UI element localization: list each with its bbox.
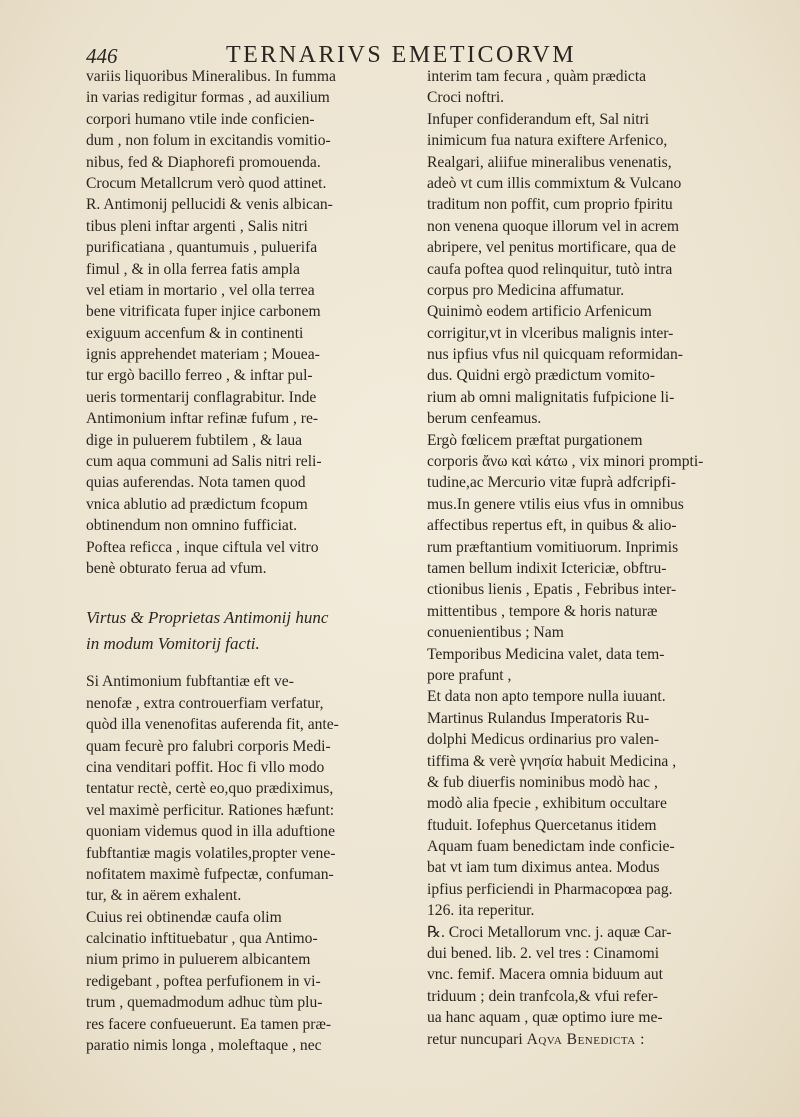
text-line: conuenientibus ; Nam	[427, 624, 564, 642]
text-line: purificatiana , quantumuis , puluerifa	[86, 239, 318, 257]
text-line: dige in puluerem fubtilem , & laua	[86, 431, 303, 449]
text-line: ctionibus lienis , Epatis , Febribus inter-	[427, 581, 677, 599]
text-line: dus. Quidni ergò prædictum vomito-	[427, 367, 655, 385]
text-line: tibus pleni inftar argenti , Salis nitri	[86, 217, 308, 235]
text-line: non venena quoque illorum vel in acrem	[427, 217, 680, 235]
heading-line: Virtus & Proprietas Antimonij hunc	[86, 608, 329, 628]
text-line: tamen bellum indixit Ictericiæ, obftru-	[427, 559, 667, 577]
text-line: trum , quemadmodum adhuc tùm plu-	[86, 994, 323, 1012]
text-line: redigebant , poftea perfufionem in vi-	[86, 972, 321, 990]
text-line: pore prafunt ,	[427, 666, 512, 684]
text-line: Ergò fœlicem præftat purgationem	[427, 431, 643, 449]
text-line: fubftantiæ magis volatiles,propter vene-	[86, 844, 336, 862]
text-line: interim tam fecura , quàm prædicta	[427, 68, 647, 85]
text-line: tur ergò bacillo ferreo , & inftar pul-	[86, 367, 313, 385]
text-line: Martinus Rulandus Imperatoris Ru-	[427, 709, 650, 727]
text-line: Croci noftri.	[427, 89, 505, 107]
heading-line: in modum Vomitorij facti.	[86, 634, 260, 654]
text-line: corpori humano vtile inde conficien-	[86, 110, 315, 128]
text-line: cina venditari poffit. Hoc fi vllo modo	[86, 758, 325, 776]
text-line: mittentibus , tempore & horis naturæ	[427, 602, 658, 620]
text-line: inimicum fua natura exiftere Arfenico,	[427, 132, 668, 150]
text-line: Infuper confiderandum eft, Sal nitri	[427, 110, 650, 128]
text-line: dui bened. lib. 2. vel tres : Cinamomi	[427, 945, 660, 963]
spacer	[86, 579, 408, 605]
text-line: mus.In genere vtilis eius vfus in omnibus	[427, 495, 684, 513]
text-line: triduum ; dein tranfcola,& vfui refer-	[427, 987, 658, 1005]
text-line: exiguum accenfum & in continenti	[86, 324, 304, 342]
spacer	[86, 657, 408, 671]
text-line: Crocum Metallcrum verò quod attinet.	[86, 174, 327, 192]
text-line: res facere confueuerunt. Ea tamen præ-	[86, 1015, 332, 1033]
text-line: Poftea reficca , inque ciftula vel vitro	[86, 538, 319, 556]
text-line: ipfius perficiendi in Pharmacopœa pag.	[427, 880, 673, 898]
text-line: cum aqua communi ad Salis nitri reli-	[86, 453, 322, 471]
text-line: berum cenfeamus.	[427, 410, 542, 428]
text-line: calcinatio inftituebatur , qua Antimo-	[86, 930, 318, 948]
text-line	[427, 1029, 753, 1050]
text-line: ftuduit. Iofephus Quercetanus itidem	[427, 816, 657, 834]
text-line: tudine,ac Mercurio vitæ fuprà adfcripfi-	[427, 474, 676, 492]
text-line: obtinendum non omnino fufficiat.	[86, 517, 298, 535]
text-line: Et data non apto tempore nulla iuuant.	[427, 688, 666, 706]
last-line-text: retur nuncupari	[427, 1030, 523, 1048]
text-line: 126. ita reperitur.	[427, 902, 535, 920]
aqua-benedicta-term: Aqva Benedicta :	[526, 1030, 645, 1048]
right-paragraph	[427, 66, 753, 1029]
text-line: nus ipfius vfus nil quicquam reformidan-	[427, 346, 683, 364]
section-heading	[86, 605, 408, 657]
text-line: quias auferendas. Nota tamen quod	[86, 474, 306, 492]
text-line: rium ab omni malignitatis fufpicione li-	[427, 388, 675, 406]
text-line: caufa poftea quod relinquitur, tutò intra	[427, 260, 673, 278]
text-line: abripere, vel penitus mortificare, qua de	[427, 239, 676, 257]
text-line: nium primo in puluerem albicantem	[86, 951, 311, 969]
text-line: variis liquoribus Mineralibus. In fumma	[86, 68, 336, 85]
left-column	[86, 66, 408, 1056]
text-line: quòd illa venenofitas auferenda fit, ante-	[86, 716, 339, 734]
text-line: corrigitur,vt in vlceribus malignis inter-	[427, 324, 674, 342]
text-line: Realgari, aliifue mineralibus venenatis,	[427, 153, 672, 171]
text-line: tentatur rectè, certè eo,quo prædiximus,	[86, 780, 334, 798]
text-line: quam fecurè pro falubri corporis Medi-	[86, 737, 331, 755]
text-line: & fub diuerfis nominibus modò hac ,	[427, 773, 658, 791]
text-line: quoniam videmus quod in illa aduftione	[86, 823, 336, 841]
text-line: vel maximè perficitur. Rationes hæfunt:	[86, 801, 335, 819]
text-line: vnica ablutio ad prædictum fcopum	[86, 495, 308, 513]
text-line: nibus, fed & Diaphorefi promouenda.	[86, 153, 321, 171]
text-line: fimul , & in olla ferrea fatis ampla	[86, 260, 300, 278]
page-number: 446	[86, 44, 118, 68]
text-line: adeò vt cum illis commixtum & Vulcano	[427, 174, 682, 192]
text-line: dolphi Medicus ordinarius pro valen-	[427, 731, 660, 749]
text-line: Aquam fuam benedictam inde conficie-	[427, 838, 675, 856]
right-column	[427, 66, 753, 1050]
left-paragraph-2	[86, 671, 408, 1056]
left-paragraph-1	[86, 66, 408, 579]
text-line: benè obturato ferua ad vfum.	[86, 559, 267, 577]
text-line: dum , non folum in excitandis vomitio-	[86, 132, 331, 150]
text-line: Si Antimonium fubftantiæ eft ve-	[86, 673, 294, 691]
text-line: ueris tormentarij conflagrabitur. Inde	[86, 388, 317, 406]
text-line: ua hanc aquam , quæ optimo iure me-	[427, 1009, 663, 1027]
text-line: nofitatem maximè fufpectæ, confuman-	[86, 865, 334, 883]
text-line: bat vt iam tum diximus antea. Modus	[427, 859, 660, 877]
text-line: Temporibus Medicina valet, data tem-	[427, 645, 665, 663]
text-line: vnc. femif. Macera omnia biduum aut	[427, 966, 663, 984]
text-line: modò alia fpecie , exhibitum occultare	[427, 795, 667, 813]
text-line: rum præftantium vomitiuorum. Inprimis	[427, 538, 679, 556]
text-line: corporis ἄνω καὶ κάτω , vix minori prompti-	[427, 453, 704, 471]
text-line: corpus pro Medicina affumatur.	[427, 281, 625, 299]
text-line: tiffima & verè γνησία habuit Medicina ,	[427, 752, 677, 770]
text-line: vel etiam in mortario , vel olla terrea	[86, 281, 315, 299]
running-head: TERNARIVS EMETICORVM	[226, 42, 577, 68]
text-line: Quinimò eodem artificio Arfenicum	[427, 303, 652, 321]
text-line: R. Antimonij pellucidi & venis albican-	[86, 196, 333, 214]
text-line: traditum non poffit, cum proprio fpiritu	[427, 196, 673, 214]
text-line: Cuius rei obtinendæ caufa olim	[86, 908, 282, 926]
text-line: affectibus repertus eft, in quibus & alio-	[427, 517, 677, 535]
text-line: paratio nimis longa , moleftaque , nec	[86, 1037, 322, 1055]
text-line: tur, & in aërem exhalent.	[86, 887, 242, 905]
text-line: ℞. Croci Metallorum vnc. j. aquæ Car-	[427, 923, 672, 941]
text-line: in varias redigitur formas , ad auxilium	[86, 89, 330, 107]
text-line: nenofæ , extra controuerfiam verfatur,	[86, 694, 324, 712]
text-line: ignis apprehendet materiam ; Mouea-	[86, 346, 320, 364]
text-line: Antimonium inftar refinæ fufum , re-	[86, 410, 319, 428]
text-line: bene vitrificata fuper injice carbonem	[86, 303, 321, 321]
